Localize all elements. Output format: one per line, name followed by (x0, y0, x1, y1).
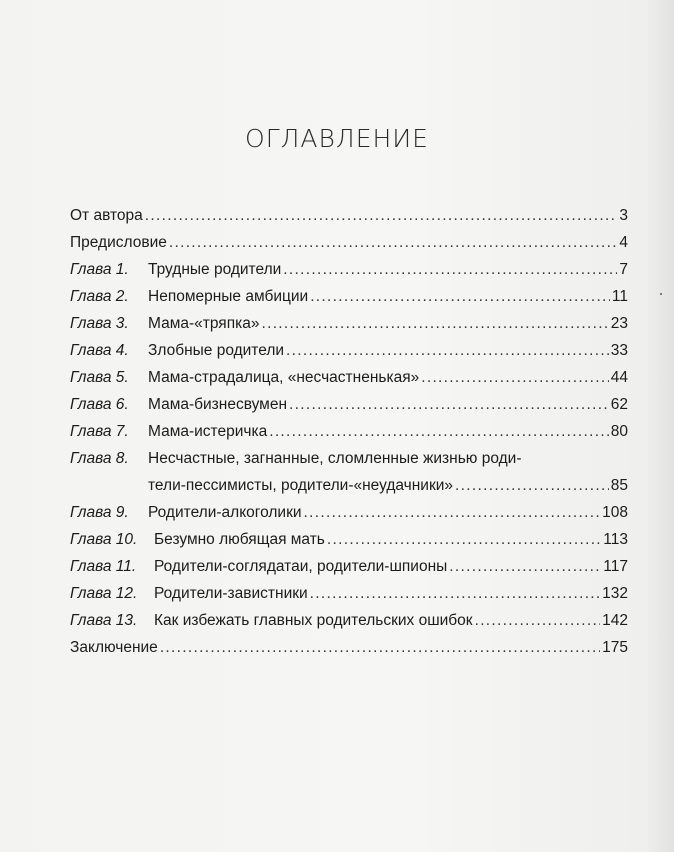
toc-entry-page: 7 (619, 261, 628, 278)
toc-entry-label: Предисловие (70, 234, 167, 251)
dot-leader (304, 499, 601, 526)
chapter-prefix: Глава 7. (70, 423, 129, 440)
toc-entry-label: Мама-страдалица, «несчастненькая» (148, 369, 420, 386)
toc-entry-chapter-1[interactable] (70, 256, 628, 283)
dot-leader (455, 472, 609, 499)
toc-entry-page: 33 (610, 342, 628, 359)
toc-entry-page: 11 (611, 288, 628, 305)
toc-entry-chapter-9[interactable] (70, 499, 628, 526)
dot-leader (261, 310, 608, 337)
toc-entry-page: 113 (603, 531, 628, 548)
dot-leader (283, 256, 617, 283)
toc-entry-label: Родители-завистники (154, 585, 308, 602)
chapter-prefix: Глава 6. (70, 396, 129, 413)
dot-leader (269, 418, 609, 445)
chapter-prefix: Глава 12. (70, 585, 138, 602)
toc-entry-chapter-13[interactable] (70, 607, 628, 634)
dot-leader (169, 229, 618, 256)
toc-entry-label: Родители-алкоголики (148, 504, 302, 521)
chapter-prefix: Глава 2. (70, 288, 129, 305)
toc-entry-chapter-7[interactable] (70, 418, 628, 445)
toc-entry-page: 85 (610, 477, 628, 494)
dot-leader (449, 553, 601, 580)
dot-leader (289, 391, 609, 418)
toc-entry-chapter-11[interactable] (70, 553, 628, 580)
dot-leader (286, 337, 609, 364)
toc-entry-page: 62 (610, 396, 628, 413)
toc-entry-chapter-3[interactable] (70, 310, 628, 337)
toc-entry-label: От автора (70, 207, 143, 224)
dot-leader (310, 580, 600, 607)
toc-entry-page: 4 (619, 234, 628, 251)
toc-entry-page: 23 (610, 315, 628, 332)
toc-entry-page: 117 (603, 558, 628, 575)
dot-leader (310, 283, 610, 310)
toc-entry-label: Непомерные амбиции (148, 288, 309, 305)
chapter-prefix: Глава 10. (70, 531, 138, 548)
dot-leader (160, 634, 600, 661)
toc-entry-chapter-8-continuation[interactable] (70, 472, 628, 499)
toc-entry-label: Как избежать главных родительских ошибок (154, 612, 473, 629)
margin-speck (660, 293, 662, 295)
chapter-prefix: Глава 5. (70, 369, 129, 386)
toc-entry-label: Трудные родители (148, 261, 282, 278)
toc-entry-label: тели-пессимисты, родители-«неудачники» (148, 477, 454, 494)
toc-entry-page: 142 (602, 612, 628, 629)
toc-entry-chapter-2[interactable] (70, 283, 628, 310)
toc-entry-page: 44 (610, 369, 628, 386)
dot-leader (421, 364, 609, 391)
toc-entry-chapter-10[interactable] (70, 526, 628, 553)
toc-entry-label: Мама-«тряпка» (148, 315, 260, 332)
chapter-prefix: Глава 3. (70, 315, 129, 332)
chapter-prefix: Глава 11. (70, 558, 137, 575)
toc-entry-label: Родители-соглядатаи, родители-шпионы (154, 558, 448, 575)
toc-entry-page: 108 (602, 504, 628, 521)
dot-leader (145, 202, 618, 229)
toc-entry-page: 175 (602, 639, 628, 656)
toc-entry-label: Безумно любящая мать (154, 531, 325, 548)
toc-entry-label: Мама-бизнесвумен (148, 396, 288, 413)
toc-entry-chapter-4[interactable] (70, 337, 628, 364)
toc-entry-page: 3 (619, 207, 628, 224)
toc-entry-chapter-6[interactable] (70, 391, 628, 418)
toc-entry-label: Мама-истеричка (148, 423, 268, 440)
dot-leader (475, 607, 601, 634)
toc-entry-chapter-8[interactable] (70, 445, 628, 472)
chapter-prefix: Глава 8. (70, 450, 129, 467)
chapter-prefix: Глава 4. (70, 342, 129, 359)
page-title: ОГЛАВЛЕНИЕ (245, 124, 429, 153)
toc-entry-label: Несчастные, загнанные, сломленные жизнью роди- (148, 450, 522, 467)
toc-entry-chapter-12[interactable] (70, 580, 628, 607)
chapter-prefix: Глава 13. (70, 612, 138, 629)
chapter-prefix: Глава 1. (70, 261, 129, 278)
toc-entry-label: Заключение (70, 639, 158, 656)
chapter-prefix: Глава 9. (70, 504, 129, 521)
toc-entry-author[interactable] (70, 202, 628, 229)
toc-entry-preface[interactable] (70, 229, 628, 256)
toc-entry-chapter-5[interactable] (70, 364, 628, 391)
dot-leader (327, 526, 601, 553)
table-of-contents (70, 202, 628, 661)
toc-entry-conclusion[interactable] (70, 634, 628, 661)
toc-entry-page: 132 (602, 585, 628, 602)
toc-entry-label: Злобные родители (148, 342, 285, 359)
toc-entry-page: 80 (610, 423, 628, 440)
